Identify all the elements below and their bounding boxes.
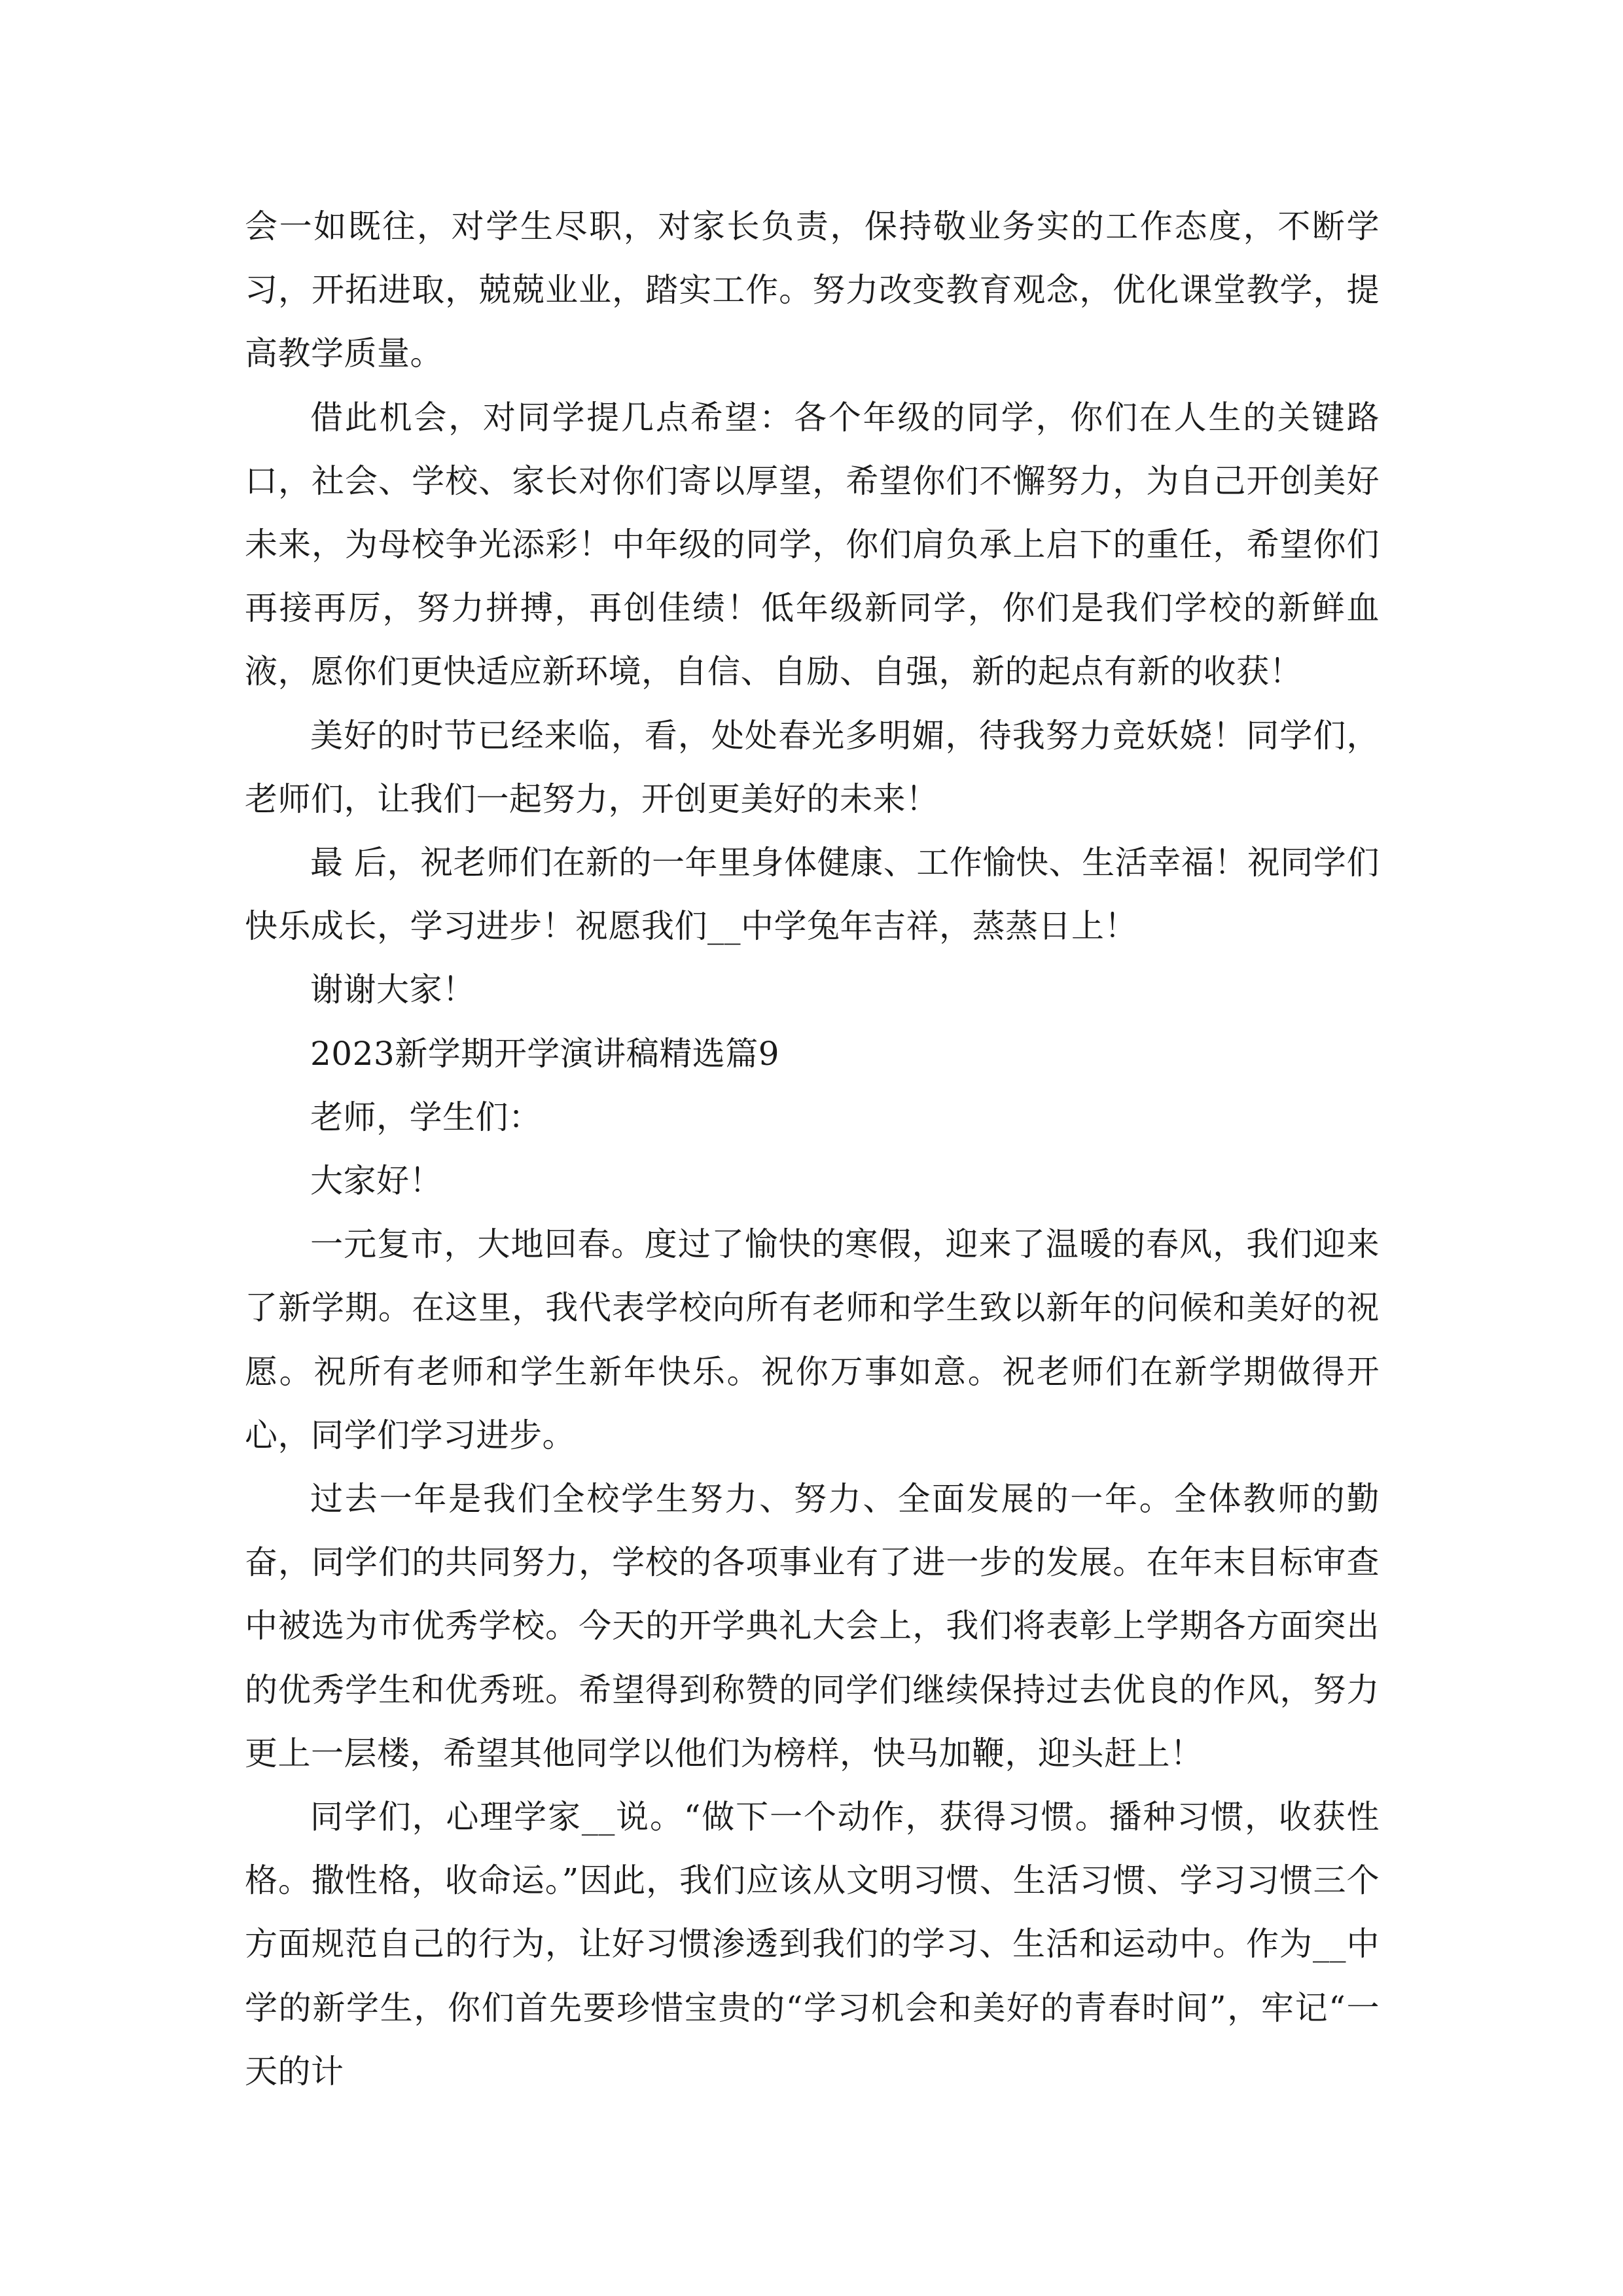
paragraph-past-year: 过去一年是我们全校学生努力、努力、全面发展的一年。全体教师的勤奋，同学们的共同努力，学校的各项事业有了进一步的发展。在年末目标审查中被选为市优秀学校。今天的开学典礼大会上，我们将表彰上学期各方面突出的优秀学生和优秀班。希望得到称赞的同学们继续保持过去优良的作风，努力更上一层楼，希望其他同学以他们为榜样，快马加鞭，迎头赶上！ bbox=[245, 1480, 1380, 1772]
paragraph-closing-wishes: 最 后，祝老师们在新的一年里身体健康、工作愉快、生活幸福！祝同学们快乐成长，学习进步！祝愿我们__中学兔年吉祥，蒸蒸日上！ bbox=[245, 844, 1380, 946]
paragraph-continuation: 会一如既往，对学生尽职，对家长负责，保持敬业务实的工作态度，不断学习，开拓进取，兢兢业业，踏实工作。努力改变教育观念，优化课堂教学，提高教学质量。 bbox=[245, 207, 1380, 373]
paragraph-habits: 同学们，心理学家__说。“做下一个动作，获得习惯。播种习惯，收获性格。撒性格，收命运。”因此，我们应该从文明习惯、生活习惯、学习习惯三个方面规范自己的行为，让好习惯渗透到我们的学习、生活和运动中。作为__中学的新学生，你们首先要珍惜宝贵的“学习机会和美好的青春时间”，牢记“一天的计 bbox=[245, 1798, 1380, 2090]
paragraph-hopes: 借此机会，对同学提几点希望：各个年级的同学，你们在人生的关键路口，社会、学校、家长对你们寄以厚望，希望你们不懈努力，为自己开创美好未来，为母校争光添彩！中年级的同学，你们肩负承上启下的重任，希望你们再接再厉，努力拼搏，再创佳绩！低年级新同学，你们是我们学校的新鲜血液，愿你们更快适应新环境，自信、自励、自强，新的起点有新的收获！ bbox=[245, 398, 1380, 691]
paragraph-new-term: 一元复市，大地回春。度过了愉快的寒假，迎来了温暖的春风，我们迎来了新学期。在这里，我代表学校向所有老师和学生致以新年的问候和美好的祝愿。祝所有老师和学生新年快乐。祝你万事如意。祝老师们在新学期做得开心，同学们学习进步。 bbox=[245, 1225, 1380, 1454]
salutation: 老师，学生们： bbox=[310, 1098, 542, 1136]
paragraph-thanks: 谢谢大家！ bbox=[310, 971, 476, 1009]
paragraph-season: 美好的时节已经来临，看，处处春光多明媚，待我努力竞妖娆！同学们，老师们，让我们一起努力，开创更美好的未来！ bbox=[245, 716, 1380, 818]
greeting: 大家好！ bbox=[310, 1162, 442, 1200]
document-body bbox=[245, 195, 1380, 2104]
section-heading: 2023新学期开学演讲稿精选篇9 bbox=[310, 1034, 780, 1073]
